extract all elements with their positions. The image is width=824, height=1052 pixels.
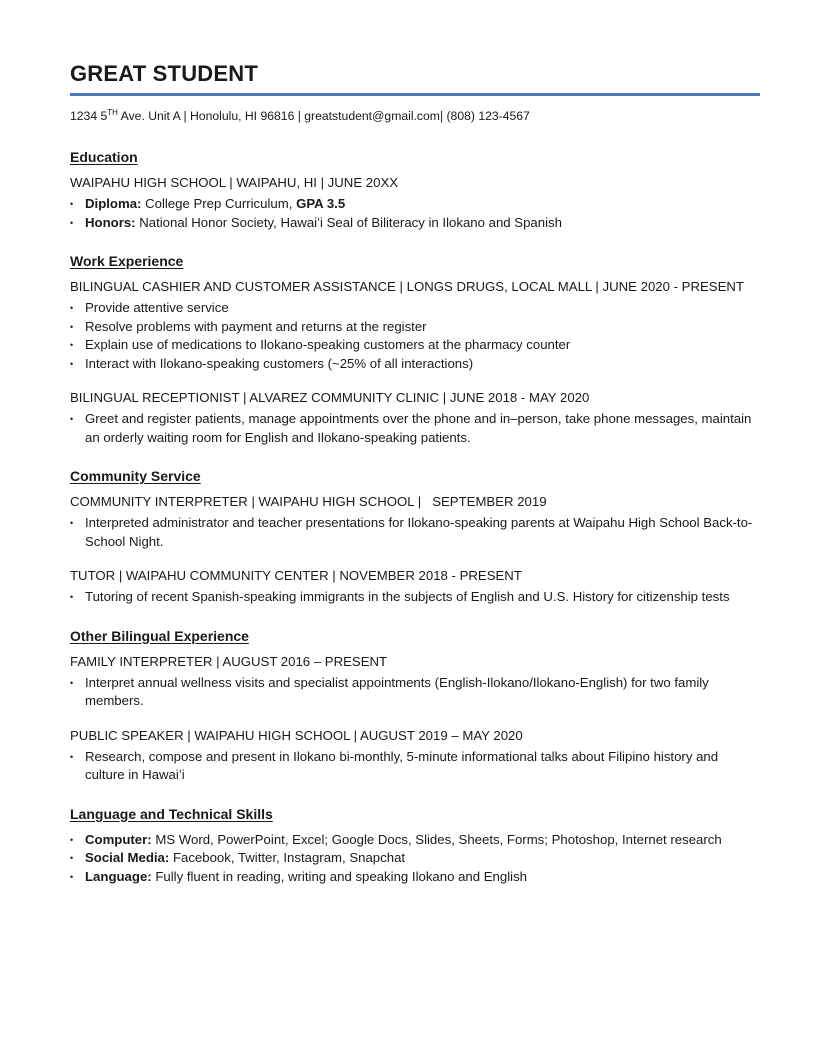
honors-text: National Honor Society, Hawaiʻi Seal of Biliteracy in Ilokano and Spanish <box>135 214 562 230</box>
list-item: • Interact with Ilokano-speaking customers (~25% of all interactions) <box>70 355 760 374</box>
entry-bullets <box>70 588 760 607</box>
social-media-label: Social Media: <box>85 850 170 865</box>
computer-label: Computer: <box>85 831 152 847</box>
list-item: • Research, compose and present in Ilokano bi-monthly, 5-minute informational talks about Filipino history and culture in Hawaiʻi <box>70 748 760 785</box>
education-section <box>70 148 760 232</box>
gpa-value: GPA 3.5 <box>296 196 346 211</box>
skills-bullets <box>70 831 760 887</box>
section-title-education: Education <box>70 149 138 165</box>
contact-address-number: 1234 5 <box>70 109 108 123</box>
list-item: • Tutoring of recent Spanish-speaking immigrants in the subjects of English and U.S. History for citizenship tests <box>70 588 760 607</box>
list-item: • Interpret annual wellness visits and specialist appointments (English-Ilokano/Ilokano-English) for two family members. <box>70 674 760 711</box>
education-bullets <box>70 195 760 232</box>
diploma-label: Diploma: <box>85 196 142 211</box>
community-entry <box>70 493 760 551</box>
work-section <box>70 252 760 447</box>
language-text: Fully fluent in reading, writing and speaking Ilokano and English <box>151 868 528 884</box>
resume-name: GREAT STUDENT <box>70 61 258 86</box>
section-title-bilingual: Other Bilingual Experience <box>70 627 249 644</box>
entry-bullets <box>70 748 760 785</box>
entry-heading: PUBLIC SPEAKER | WAIPAHU HIGH SCHOOL | AUGUST 2019 – MAY 2020 <box>70 727 523 743</box>
list-item: • Explain use of medications to Ilokano-speaking customers at the pharmacy counter <box>70 336 760 355</box>
bilingual-entry <box>70 653 760 711</box>
contact-details: Ave. Unit A | Honolulu, HI 96816 | greatstudent@gmail.com| (808) 123-4567 <box>117 109 530 123</box>
computer-text: MS Word, PowerPoint, Excel; Google Docs, Slides, Sheets, Forms; Photoshop, Internet research <box>151 831 722 847</box>
contact-ordinal-suffix: TH <box>107 108 118 117</box>
list-item: • Greet and register patients, manage appointments over the phone and in–person, take phone messages, maintain an orderly waiting room for English and Ilokano-speaking patients. <box>70 410 760 447</box>
community-entry <box>70 567 760 607</box>
list-item <box>70 214 760 233</box>
list-item <box>70 849 760 868</box>
list-item: • Provide attentive service <box>70 299 760 318</box>
contact-line <box>70 108 760 124</box>
entry-bullets <box>70 674 760 711</box>
list-item <box>70 831 760 850</box>
entry-heading: WAIPAHU HIGH SCHOOL | WAIPAHU, HI | JUNE 20XX <box>70 175 399 190</box>
list-item: • Interpreted administrator and teacher presentations for Ilokano-speaking parents at Waipahu High School Back-to-School Night. <box>70 514 760 551</box>
entry-heading: TUTOR | WAIPAHU COMMUNITY CENTER | NOVEMBER 2018 - PRESENT <box>70 568 522 583</box>
work-entry <box>70 278 760 373</box>
work-entry <box>70 389 760 447</box>
social-media-text: Facebook, Twitter, Instagram, Snapchat <box>169 850 406 865</box>
section-title-skills: Language and Technical Skills <box>70 805 273 822</box>
entry-bullets <box>70 410 760 447</box>
education-entry <box>70 174 760 232</box>
entry-heading: BILINGUAL RECEPTIONIST | ALVAREZ COMMUNITY CLINIC | JUNE 2018 - MAY 2020 <box>70 390 590 405</box>
list-item: • Resolve problems with payment and returns at the register <box>70 318 760 337</box>
list-item <box>70 195 760 214</box>
language-label: Language: <box>85 868 152 884</box>
skills-section <box>70 805 760 887</box>
diploma-text: College Prep Curriculum, <box>141 196 297 211</box>
section-title-community: Community Service <box>70 468 201 484</box>
list-item <box>70 868 760 887</box>
bilingual-entry <box>70 727 760 785</box>
community-section <box>70 467 760 607</box>
entry-bullets <box>70 514 760 551</box>
honors-label: Honors: <box>85 214 136 230</box>
entry-heading: COMMUNITY INTERPRETER | WAIPAHU HIGH SCHOOL | SEPTEMBER 2019 <box>70 494 547 509</box>
entry-bullets <box>70 299 760 373</box>
bilingual-section <box>70 627 760 785</box>
header-rule <box>70 93 760 96</box>
section-title-work: Work Experience <box>70 253 184 269</box>
entry-heading: BILINGUAL CASHIER AND CUSTOMER ASSISTANCE | LONGS DRUGS, LOCAL MALL | JUNE 2020 - PRESENT <box>70 279 744 294</box>
entry-heading: FAMILY INTERPRETER | AUGUST 2016 – PRESENT <box>70 653 388 669</box>
